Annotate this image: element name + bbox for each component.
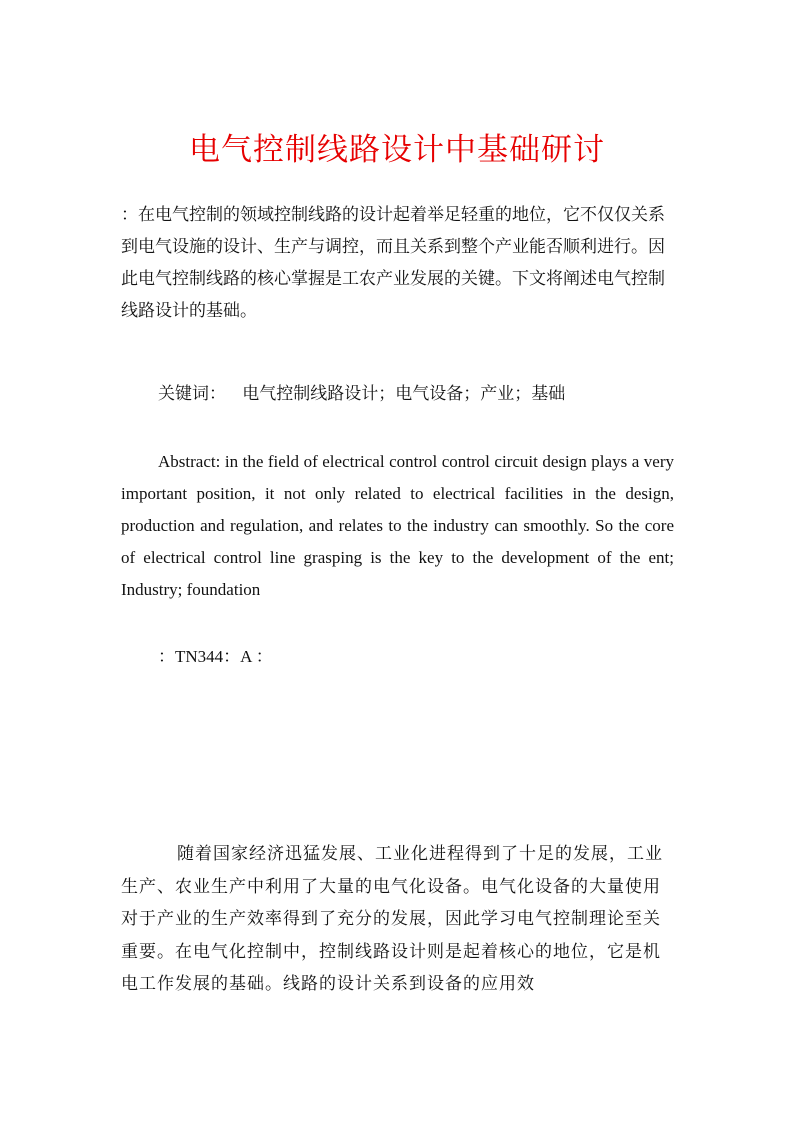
keywords-line: 关键词： 电气控制线路设计；电气设备；产业；基础 — [158, 384, 566, 404]
document-title: 电气控制线路设计中基础研讨 — [189, 132, 605, 168]
abstract-english: Abstract: in the field of electrical control control circuit design plays a very important position, it not only related to electrical facilities in the design, production and regulation, and relates to the industry can smoothly. So the core of electrical control line grasping is the key to the development of the ent; Industry; foundation — [121, 452, 674, 599]
body-paragraph: 随着国家经济迅猛发展、工业化进程得到了十足的发展，工业生产、农业生产中利用了大量的电气化设备。电气化设备的大量使用对于产业的生产效率得到了充分的发展，因此学习电气控制理论至关重要。在电气化控制中，控制线路设计则是起着核心的地位，它是机电工作发展的基础。线路的设计关系到设备的应用效 — [121, 844, 663, 995]
abstract-chinese: ：在电气控制的领域控制线路的设计起着举足轻重的地位，它不仅仅关系到电气设施的设计、生产与调控，而且关系到整个产业能否顺利进行。因此电气控制线路的核心掌握是工农产业发展的关键。下文将阐述电气控制线路设计的基础。 — [121, 205, 665, 321]
classification-line: ：TN344：A ： — [158, 647, 273, 666]
